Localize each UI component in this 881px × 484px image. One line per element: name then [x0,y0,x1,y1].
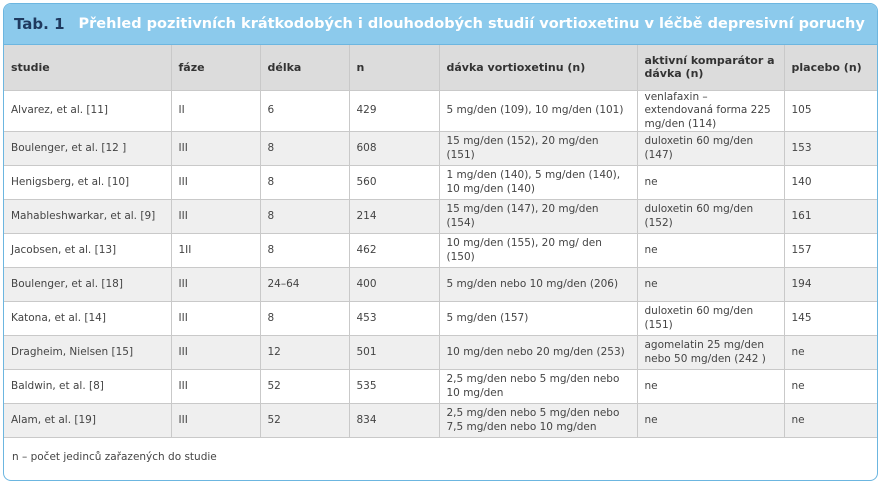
table-row [4,166,877,200]
cell-komparator: agomelatin 25 mg/den nebo 50 mg/den (242 ) [637,336,784,370]
cell-studie: Dragheim, Nielsen [15] [4,336,171,370]
cell-faze: III [171,132,260,166]
cell-davka: 10 mg/den (155), 20 mg/ den (150) [439,234,637,268]
cell-komparator: ne [637,268,784,302]
cell-n: 560 [349,166,439,200]
cell-n: 214 [349,200,439,234]
cell-delka: 8 [260,200,349,234]
cell-placebo: 157 [784,234,877,268]
header-faze: fáze [171,45,260,90]
cell-n: 400 [349,268,439,302]
cell-studie: Boulenger, et al. [12 ] [4,132,171,166]
table-row [4,336,877,370]
header-delka: délka [260,45,349,90]
table-row [4,404,877,438]
cell-delka: 8 [260,234,349,268]
cell-delka: 8 [260,302,349,336]
table-row [4,370,877,404]
cell-komparator: ne [637,370,784,404]
cell-placebo: ne [784,404,877,438]
header-placebo: placebo (n) [784,45,877,90]
cell-placebo: 194 [784,268,877,302]
cell-davka: 15 mg/den (152), 20 mg/den (151) [439,132,637,166]
cell-studie: Jacobsen, et al. [13] [4,234,171,268]
cell-faze: III [171,370,260,404]
cell-placebo: 105 [784,90,877,132]
cell-studie: Boulenger, et al. [18] [4,268,171,302]
table-footnote: n – počet jedinců zařazených do studie [12,451,217,464]
cell-studie: Katona, et al. [14] [4,302,171,336]
cell-placebo: 145 [784,302,877,336]
cell-komparator: ne [637,234,784,268]
cell-faze: 1II [171,234,260,268]
cell-studie: Henigsberg, et al. [10] [4,166,171,200]
cell-komparator: duloxetin 60 mg/den (152) [637,200,784,234]
cell-komparator: ne [637,404,784,438]
cell-davka: 10 mg/den nebo 20 mg/den (253) [439,336,637,370]
cell-delka: 6 [260,90,349,132]
cell-faze: III [171,166,260,200]
cell-n: 535 [349,370,439,404]
cell-placebo: 161 [784,200,877,234]
cell-davka: 2,5 mg/den nebo 5 mg/den nebo 7,5 mg/den nebo 10 mg/den [439,404,637,438]
cell-komparator: duloxetin 60 mg/den (147) [637,132,784,166]
table-frame [3,3,878,481]
cell-komparator: venlafaxin – extendovaná forma 225 mg/den (114) [637,90,784,132]
header-n: n [349,45,439,90]
cell-davka: 2,5 mg/den nebo 5 mg/den nebo 10 mg/den [439,370,637,404]
cell-placebo: ne [784,336,877,370]
table-row [4,234,877,268]
header-komparator: aktivní komparátor a dávka (n) [637,45,784,90]
cell-placebo: 140 [784,166,877,200]
header-row [4,45,877,90]
cell-davka: 5 mg/den (109), 10 mg/den (101) [439,90,637,132]
cell-placebo: 153 [784,132,877,166]
cell-placebo: ne [784,370,877,404]
cell-n: 834 [349,404,439,438]
cell-faze: II [171,90,260,132]
table-label: Tab. 1 [14,15,65,33]
cell-faze: III [171,200,260,234]
table-title-bar [4,4,877,45]
cell-davka: 1 mg/den (140), 5 mg/den (140), 10 mg/den (140) [439,166,637,200]
cell-studie: Mahableshwarkar, et al. [9] [4,200,171,234]
table-row [4,132,877,166]
cell-studie: Alvarez, et al. [11] [4,90,171,132]
cell-delka: 8 [260,166,349,200]
cell-delka: 52 [260,370,349,404]
header-studie: studie [4,45,171,90]
cell-davka: 5 mg/den nebo 10 mg/den (206) [439,268,637,302]
table-title: Přehled pozitivních krátkodobých i dlouhodobých studií vortioxetinu v léčbě depresivní poruchy [78,16,865,32]
cell-n: 453 [349,302,439,336]
cell-komparator: duloxetin 60 mg/den (151) [637,302,784,336]
cell-studie: Alam, et al. [19] [4,404,171,438]
cell-davka: 5 mg/den (157) [439,302,637,336]
cell-n: 501 [349,336,439,370]
header-davka: dávka vortioxetinu (n) [439,45,637,90]
table-row [4,268,877,302]
table-row [4,200,877,234]
cell-delka: 12 [260,336,349,370]
cell-faze: III [171,302,260,336]
cell-faze: III [171,404,260,438]
cell-n: 429 [349,90,439,132]
cell-davka: 15 mg/den (147), 20 mg/den (154) [439,200,637,234]
cell-delka: 8 [260,132,349,166]
cell-faze: III [171,336,260,370]
table-row [4,90,877,132]
cell-studie: Baldwin, et al. [8] [4,370,171,404]
cell-komparator: ne [637,166,784,200]
cell-n: 462 [349,234,439,268]
cell-delka: 24–64 [260,268,349,302]
table-row [4,302,877,336]
cell-faze: III [171,268,260,302]
studies-table [4,45,877,438]
cell-delka: 52 [260,404,349,438]
cell-n: 608 [349,132,439,166]
